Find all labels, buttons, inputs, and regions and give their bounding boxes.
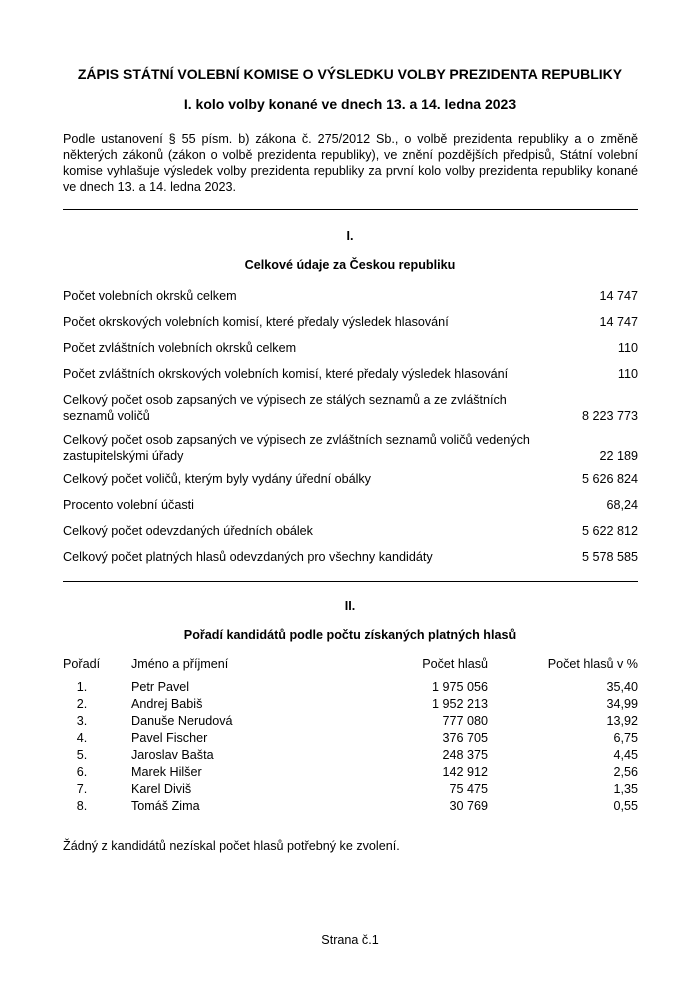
cell-percent: 34,99 [606, 697, 638, 711]
cell-rank: 4. [76, 731, 88, 745]
page-number: Strana č.1 [321, 933, 379, 947]
table-row [0, 697, 700, 714]
stat-value: 8 223 773 [581, 409, 638, 423]
cell-name: Danuše Nerudová [131, 714, 233, 728]
table-row [0, 765, 700, 782]
table-row [0, 748, 700, 765]
cell-percent: 1,35 [613, 782, 638, 796]
table-row [0, 680, 700, 697]
stat-value: 5 622 812 [581, 524, 638, 538]
cell-name: Petr Pavel [131, 680, 190, 694]
stat-value: 110 [617, 341, 638, 355]
cell-rank: 2. [76, 697, 88, 711]
cell-percent: 2,56 [613, 765, 638, 779]
cell-rank: 7. [76, 782, 88, 796]
stat-label: Procento volební účasti [63, 498, 194, 512]
cell-name: Karel Diviš [131, 782, 192, 796]
section-1-title: Celkové údaje za Českou republiku [244, 258, 456, 272]
cell-percent: 35,40 [606, 680, 638, 694]
result-note: Žádný z kandidátů nezískal počet hlasů potřebný ke zvolení. [63, 839, 400, 853]
cell-percent: 6,75 [613, 731, 638, 745]
stat-row [63, 497, 638, 513]
stat-label: Celkový počet odevzdaných úředních obálek [63, 524, 313, 538]
cell-name: Andrej Babiš [131, 697, 203, 711]
stat-row [63, 471, 638, 487]
cell-name: Tomáš Zima [131, 799, 200, 813]
stat-row [63, 366, 638, 382]
cell-votes: 1 952 213 [431, 697, 488, 711]
cell-rank: 1. [76, 680, 88, 694]
document-subtitle: I. kolo volby konané ve dnech 13. a 14. ledna 2023 [183, 96, 517, 112]
stat-row [63, 288, 638, 304]
cell-votes: 248 375 [442, 748, 488, 762]
intro-paragraph: Podle ustanovení § 55 písm. b) zákona č. 275/2012 Sb., o volbě prezidenta republiky a o změně některých zákonů (zákon o volbě prezidenta republiky), ve znění pozdějších předpisů, Státní volební komise vyhlašuje výsledek volby prezidenta republiky za první kolo volby prezidenta republiky konané ve dnech 13. a 14. ledna 2023. [63, 132, 638, 194]
table-row [0, 731, 700, 748]
stat-value: 68,24 [606, 498, 638, 512]
table-row [0, 799, 700, 816]
section-1-number: I. [346, 229, 354, 243]
cell-votes: 142 912 [442, 765, 488, 779]
stat-row [63, 549, 638, 565]
table-row [0, 714, 700, 731]
stat-label: Počet okrskových volebních komisí, které předaly výsledek hlasování [63, 315, 449, 329]
column-header-votes: Počet hlasů [422, 657, 488, 671]
stat-row [63, 523, 638, 539]
section-2-title: Pořadí kandidátů podle počtu získaných platných hlasů [183, 628, 517, 642]
section-2-number: II. [344, 599, 356, 613]
stat-label: Celkový počet osob zapsaných ve výpisech ze zvláštních seznamů voličů vedených zastupitelskými úřady [63, 433, 530, 463]
divider [63, 581, 638, 582]
stat-value: 22 189 [599, 449, 638, 463]
stat-label: Celkový počet osob zapsaných ve výpisech ze stálých seznamů a ze zvláštních seznamů voličů [63, 393, 507, 423]
cell-name: Pavel Fischer [131, 731, 208, 745]
cell-rank: 8. [76, 799, 88, 813]
cell-rank: 6. [76, 765, 88, 779]
stat-value: 14 747 [599, 315, 638, 329]
stat-value: 110 [617, 367, 638, 381]
cell-votes: 30 769 [449, 799, 488, 813]
cell-percent: 4,45 [613, 748, 638, 762]
cell-votes: 376 705 [442, 731, 488, 745]
stat-row [63, 314, 638, 330]
cell-rank: 5. [76, 748, 88, 762]
stat-value: 14 747 [599, 289, 638, 303]
column-header-rank: Pořadí [63, 657, 101, 671]
table-row [0, 782, 700, 799]
cell-rank: 3. [76, 714, 88, 728]
stat-row [63, 392, 638, 424]
stat-row [63, 340, 638, 356]
column-header-name: Jméno a příjmení [131, 657, 229, 671]
stat-label: Celkový počet voličů, kterým byly vydány úřední obálky [63, 472, 371, 486]
column-header-percent: Počet hlasů v % [547, 657, 638, 671]
cell-votes: 777 080 [442, 714, 488, 728]
stat-value: 5 626 824 [581, 472, 638, 486]
divider [63, 209, 638, 210]
cell-percent: 13,92 [606, 714, 638, 728]
document-title: ZÁPIS STÁTNÍ VOLEBNÍ KOMISE O VÝSLEDKU VOLBY PREZIDENTA REPUBLIKY [77, 66, 623, 82]
stat-label: Počet volebních okrsků celkem [63, 289, 237, 303]
stat-label: Celkový počet platných hlasů odevzdaných pro všechny kandidáty [63, 550, 433, 564]
cell-name: Marek Hilšer [131, 765, 202, 779]
cell-name: Jaroslav Bašta [131, 748, 214, 762]
cell-votes: 1 975 056 [431, 680, 488, 694]
cell-votes: 75 475 [449, 782, 488, 796]
cell-percent: 0,55 [613, 799, 638, 813]
stat-value: 5 578 585 [581, 550, 638, 564]
stat-label: Počet zvláštních okrskových volebních komisí, které předaly výsledek hlasování [63, 367, 509, 381]
stat-label: Počet zvláštních volebních okrsků celkem [63, 341, 297, 355]
stat-row [63, 432, 638, 464]
